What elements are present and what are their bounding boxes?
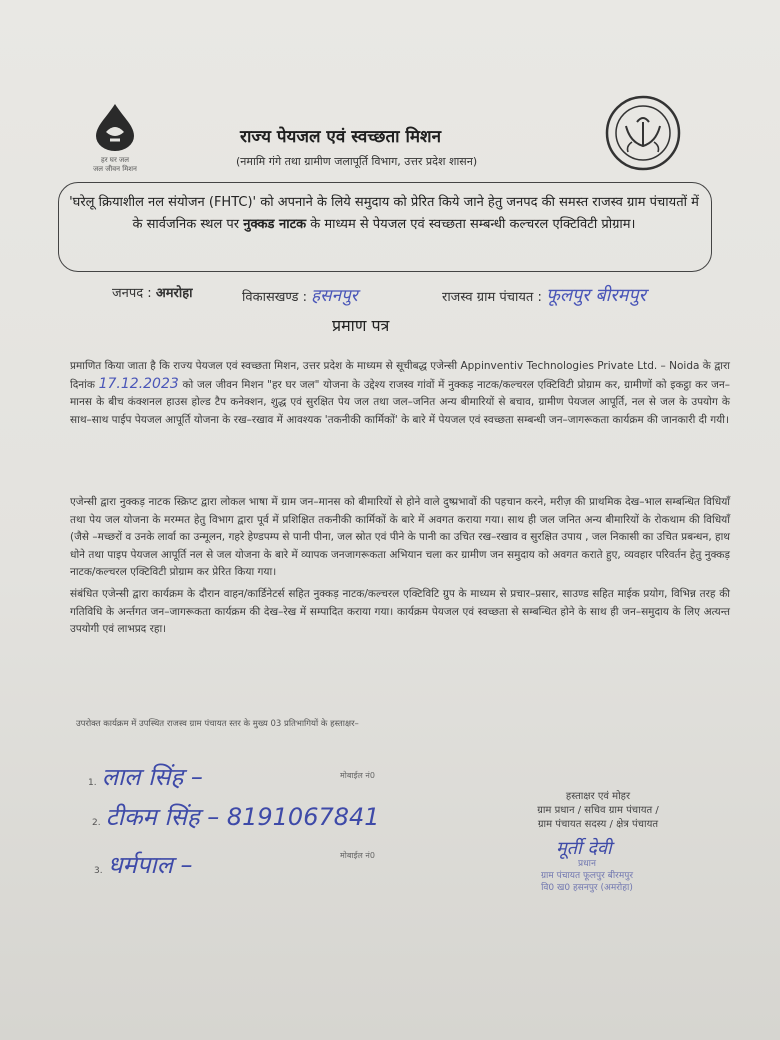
page-title: राज्य पेयजल एवं स्वच्छता मिशन <box>240 127 442 147</box>
emblem-seal-icon <box>602 92 684 174</box>
panchayat-field <box>442 283 646 307</box>
participant-number: 1. <box>88 778 97 788</box>
panchayat-value: फूलपुर बीरमपुर <box>545 285 647 306</box>
authority-block <box>498 790 698 832</box>
paragraph-3: संबंधित एजेन्सी द्वारा कार्यक्रम के दौरान वाहन/कार्डिनेटर्स सहित नुक्कड़ नाटक/कल्चरल एक्टिविटि ग्रुप के माध्यम से प्रचार–प्रसार, साउण्ड सहित माईक प्रयोग, विभिन्न तरह की गतिविधि के अर्न्तगत जन–जागरूकता कार्यक्रम की देख–रेख में सम्पादित कराया गया। कार्यक्रम पेयजल एवं स्वच्छता से सम्बन्धित होने के साथ ही जन–समुदाय के लिए अत्यन्त उपयोगी एवं लाभप्रद रहा। <box>70 588 730 635</box>
certificate-title: प्रमाण पत्र <box>332 316 390 335</box>
paragraph-1-part-b: को जल जीवन मिशन "हर घर जल" योजना के उद्देश्य राजस्व गांवों में नुक्कड़ नाटक/कल्चरल एक्टिविटी प्रोग्राम कर, ग्रामीणों को इकट्ठा कर जन–मानस के बीच कंक्शनल हाउस होल्ड टैप कनेक्शन, शुद्ध एवं सुरक्षित पेय जल तथा जल–जनित अन्य बीमारियों से बचाव, ग्रामीण पेयजल आपूर्ति, नल से जल के उपयोग के साथ–साथ पाईप पेयजल आपूर्ति योजना के रख–रखाव में आवश्यक 'तकनीकी कार्मिकों' के बारे में पेयजल एवं स्वच्छता सम्बन्धी जन–जागरूकता कार्यक्रम की जानकारी दी गयी। <box>70 378 730 426</box>
up-government-emblem <box>602 92 684 174</box>
participants-intro: उपरोक्त कार्यक्रम में उपस्थित राजस्व ग्राम पंचायत स्तर के मुख्य 03 प्रतिभागियों के हस्ताक्षर– <box>76 719 359 729</box>
participant-signature: टीकम सिंह – 8191067841 <box>105 803 380 831</box>
participant-number: 2. <box>92 818 101 828</box>
program-date: 17.12.2023 <box>98 375 179 392</box>
authority-line: ग्राम पंचायत सदस्य / क्षेत्र पंचायत <box>537 819 659 830</box>
official-stamp <box>512 858 662 894</box>
page-subtitle: (नमामि गंगे तथा ग्रामीण जलापूर्ति विभाग, उत्तर प्रदेश शासन) <box>236 155 478 168</box>
paragraph-2: एजेन्सी द्वारा नुक्कड़ नाटक स्क्रिप्ट द्वारा लोकल भाषा में ग्राम जन–मानस को बीमारियों से होने वाले दुष्प्रभावों की पहचान करने, मरीज़ की प्राथमिक देख–भाल सम्बन्धित विधियाँ तथा पेय जल योजना के मरम्मत हेतु विभाग द्वारा पूर्व में प्रशिक्षित तकनीकी कार्मिकों के बारे में अवगत कराया गया। साथ ही जल जनित अन्य बीमारियों के रोकथाम की विधियाँ (जैसे –मच्छरों व उनके लार्वा का उन्मूलन, गहरे हेण्डपम्प से पानी पीना, जल स्रोत एवं पीने के पानी का उचित रख–रखाव व सुरक्षित उपाय , जल निकासी का उचित प्रबन्धन, हाथ धोने तथा पाइप पेयजल आपूर्ति नल से जल योजना के बारे में व्यापक जनजागरूकता अभियान चला कर ग्रामीण जन समुदाय को अवगत कराते हुए, व्यवहार परिवर्तन हेतु नुक्कड़ नाटक/कल्चरल एक्टिविटी प्रोग्राम कर प्रेरित किया गया। <box>70 496 730 578</box>
authority-line: हस्ताक्षर एवं मोहर <box>565 791 631 802</box>
banner-text-bold: नुक्कड नाटक <box>243 217 307 232</box>
banner-text-part2: के माध्यम से पेयजल एवं स्वच्छता सम्बन्धी कल्चरल एक्टिविटी प्रोग्राम। <box>306 217 636 232</box>
program-banner-text <box>66 192 702 236</box>
block-field <box>242 283 358 306</box>
district-value: अमरोहा <box>155 286 193 301</box>
jal-jeevan-mission-logo <box>88 102 142 178</box>
authority-line: ग्राम प्रधान / सचिव ग्राम पंचायत / <box>537 805 659 816</box>
participant-signature: लाल सिंह – <box>101 763 203 791</box>
participant-number: 3. <box>94 866 103 876</box>
mobile-label-1: मोबाईल नं0 <box>340 771 375 780</box>
district-label: जनपद : <box>112 286 152 301</box>
paragraph-1-part-a: प्रमाणित किया जाता है कि राज्य पेयजल एवं स्वच्छता मिशन, उत्तर प्रदेश के माध्यम से सूचीबद्ध एजेन्सी Appinventiv Technologies Private Ltd. – Noida के द्वारा दिनांक <box>70 360 730 391</box>
authority-signature: मूर्ती देवी <box>556 838 612 859</box>
stamp-line: ग्राम पंचायत फूलपुर बीरमपुर <box>540 871 634 881</box>
banner-text-part1: 'घरेलू क्रियाशील नल संयोजन (FHTC)' को अपनाने के लिये समुदाय को प्रेरित किये जाने हेतु जनपद की समस्त राजस्व ग्राम पंचायतों में के सार्वजनिक स्थल पर <box>69 195 699 232</box>
participant-row-3 <box>94 848 193 881</box>
panchayat-label: राजस्व ग्राम पंचायत : <box>442 290 542 305</box>
logo-left-tag: हर घर जल जल जीवन मिशन <box>93 156 137 173</box>
stamp-line: वि0 ख0 हसनपुर (अमरोहा) <box>541 883 633 893</box>
block-value: हसनपुर <box>311 286 358 306</box>
participant-signature: धर्मपाल – <box>107 851 193 879</box>
district-field <box>112 283 192 301</box>
paragraph-1 <box>70 358 730 429</box>
block-label: विकासखण्ड : <box>242 290 308 305</box>
water-drop-icon <box>88 102 142 152</box>
participant-row-1 <box>88 760 203 793</box>
mobile-label-3: मोबाईल नं0 <box>340 851 375 860</box>
participant-row-2 <box>92 800 380 833</box>
stamp-line: प्रधान <box>578 859 596 869</box>
